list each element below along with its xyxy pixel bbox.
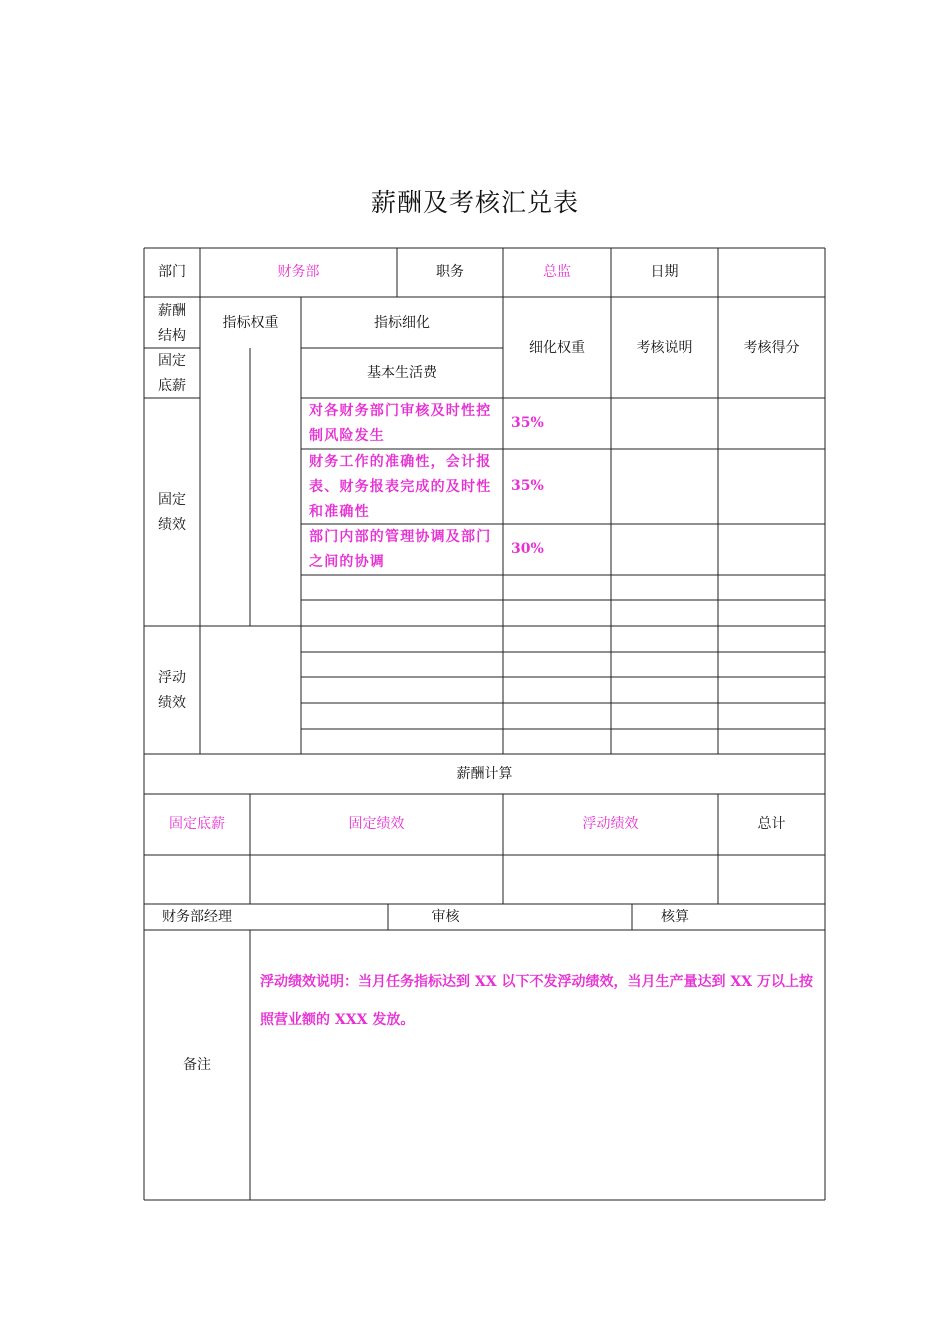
assessment-note-label: 考核说明 <box>636 340 693 356</box>
position-label: 职务 <box>436 264 464 280</box>
assessment-score-label: 考核得分 <box>743 340 800 356</box>
salary-assessment-table <box>144 248 825 1200</box>
remark-label: 备注 <box>183 1057 211 1073</box>
fixed-item-desc: 部门内部的管理协调及部门之间的协调 <box>309 529 492 570</box>
calc-fixed-perf: 固定绩效 <box>348 816 405 832</box>
calc-float-perf: 浮动绩效 <box>582 816 639 832</box>
fixed-item-desc: 对各财务部门审核及时性控制风险发生 <box>309 403 492 444</box>
fixed-item-desc: 财务工作的准确性，会计报表、财务报表完成的及时性和准确性 <box>309 454 492 520</box>
department-value: 财务部 <box>277 264 320 280</box>
detail-weight-label: 细化权重 <box>529 340 585 356</box>
fixed-item-weight: 35% <box>511 415 544 431</box>
basic-living-label: 基本生活费 <box>367 365 437 381</box>
audit-label: 核算 <box>661 909 689 925</box>
salary-structure-label: 薪酬 结构 <box>158 303 186 344</box>
salary-calc-title: 薪酬计算 <box>456 766 513 782</box>
date-label: 日期 <box>650 264 679 280</box>
fixed-item-weight: 30% <box>511 541 544 557</box>
review-label: 审核 <box>431 909 460 925</box>
indicator-weight-label: 指标权重 <box>222 315 279 331</box>
department-label: 部门 <box>158 264 186 280</box>
fixed-performance-label: 固定 绩效 <box>158 492 186 533</box>
floating-performance-label: 浮动 绩效 <box>158 670 186 711</box>
finance-manager-label: 财务部经理 <box>162 909 232 925</box>
calc-fixed-base: 固定底薪 <box>169 816 225 832</box>
calc-total: 总计 <box>757 816 786 832</box>
fixed-item-weight: 35% <box>511 478 544 494</box>
remark-text: 浮动绩效说明：当月任务指标达到 XX 以下不发浮动绩效，当月生产量达到 XX 万以上按照营业额的 XXX 发放。 <box>260 974 813 1028</box>
page-title: 薪酬及考核汇兑表 <box>370 188 579 217</box>
fixed-base-label: 固定 底薪 <box>158 353 186 394</box>
position-value: 总监 <box>543 264 571 280</box>
indicator-detail-label: 指标细化 <box>374 315 430 331</box>
